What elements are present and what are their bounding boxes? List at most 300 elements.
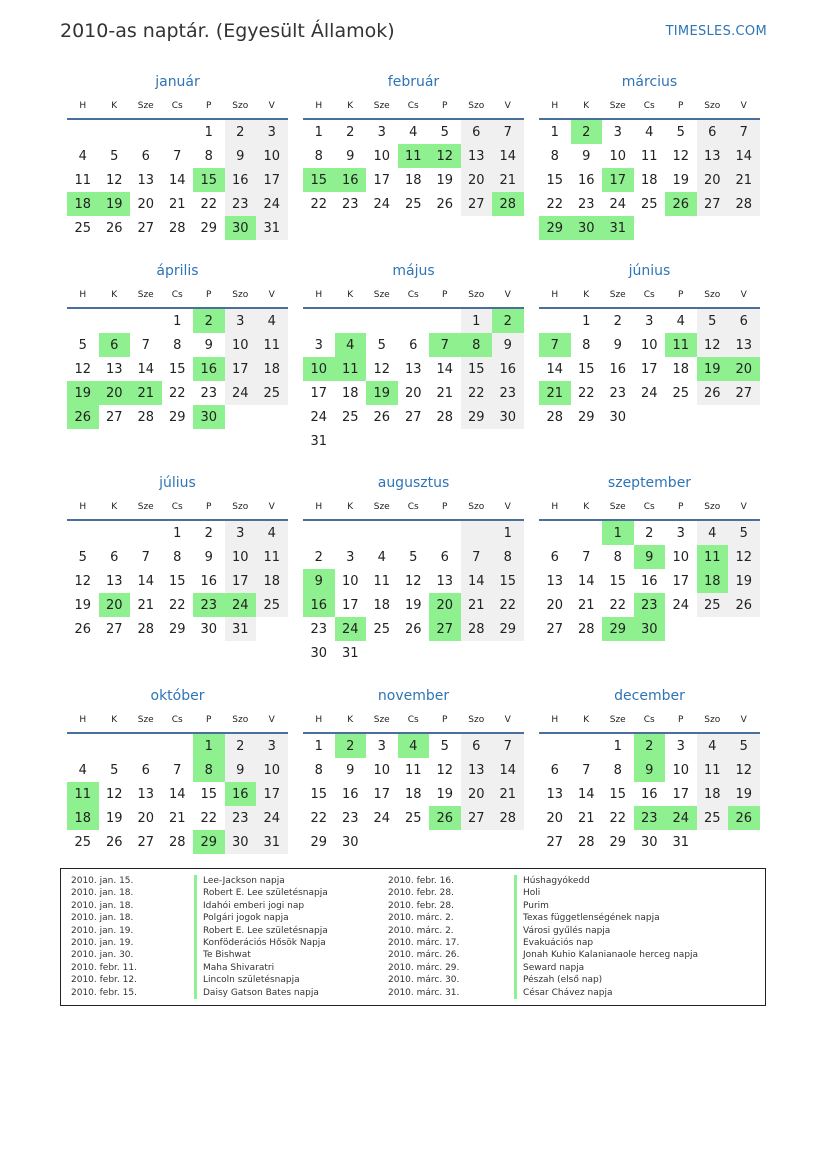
day-cell: 17	[640, 361, 658, 377]
weekday-label: P	[678, 502, 684, 512]
day-cell: 24	[310, 409, 328, 425]
day-cell: 18	[697, 782, 729, 806]
day-grid	[303, 309, 524, 453]
day-cell: 19	[728, 782, 760, 806]
day-cell: 15	[461, 357, 493, 381]
empty-cell	[162, 734, 194, 758]
empty-cell	[99, 120, 131, 144]
weekday-label: Sze	[609, 502, 626, 512]
day-cell: 4	[256, 521, 288, 545]
day-grid	[303, 521, 524, 665]
day-cell: 4	[697, 734, 729, 758]
month-11	[539, 686, 760, 854]
day-cell: 25	[404, 196, 422, 212]
day-cell: 19	[99, 192, 131, 216]
day-cell: 20	[697, 168, 729, 192]
day-cell: 26	[404, 621, 422, 637]
weekday-label: Szo	[704, 715, 721, 725]
day-cell: 17	[310, 385, 328, 401]
day-cell: 7	[728, 120, 760, 144]
day-cell: 9	[346, 148, 355, 164]
day-cell: 18	[67, 192, 99, 216]
day-cell: 20	[546, 810, 564, 826]
day-cell: 29	[539, 216, 571, 240]
day-cell: 20	[404, 385, 422, 401]
day-cell: 13	[461, 144, 493, 168]
holiday-name: Lincoln születésnapja	[194, 974, 328, 986]
weekday-label: Cs	[407, 290, 419, 300]
day-cell: 24	[256, 192, 288, 216]
holiday-name: Pészah (első nap)	[514, 974, 698, 986]
day-cell: 21	[461, 593, 493, 617]
day-cell: 24	[335, 617, 367, 641]
weekday-label: V	[504, 290, 511, 300]
day-cell: 23	[193, 593, 225, 617]
day-cell: 23	[225, 806, 257, 830]
holiday-date: 2010. jan. 18.	[71, 900, 134, 911]
weekday-header	[539, 495, 760, 521]
day-cell: 9	[346, 762, 355, 778]
day-cell: 4	[78, 148, 87, 164]
brand-link[interactable]: TIMESLES.COM	[665, 24, 767, 39]
day-cell: 6	[697, 120, 729, 144]
day-cell: 29	[492, 617, 524, 641]
day-cell: 9	[303, 569, 335, 593]
day-cell: 18	[697, 569, 729, 593]
month-0	[67, 72, 288, 240]
day-cell: 22	[200, 810, 218, 826]
holiday-date: 2010. febr. 12.	[71, 975, 137, 986]
holiday-names-col-2	[514, 875, 698, 999]
day-cell: 16	[640, 786, 658, 802]
day-cell: 23	[609, 385, 627, 401]
day-cell: 30	[193, 405, 225, 429]
day-cell: 29	[310, 834, 328, 850]
day-cell: 25	[697, 806, 729, 830]
empty-cell	[130, 120, 162, 144]
weekday-header	[303, 94, 524, 120]
day-cell: 6	[440, 549, 449, 565]
day-cell: 14	[168, 786, 186, 802]
day-cell: 11	[335, 357, 367, 381]
day-cell: 17	[225, 357, 257, 381]
day-cell: 6	[461, 120, 493, 144]
day-cell: 2	[204, 525, 213, 541]
day-cell: 14	[137, 361, 155, 377]
day-cell: 7	[582, 762, 591, 778]
day-cell: 14	[728, 144, 760, 168]
day-cell: 22	[310, 810, 328, 826]
holiday-name: Városi gyűlés napja	[514, 925, 698, 937]
month-2	[539, 72, 760, 240]
day-cell: 4	[256, 309, 288, 333]
day-cell: 1	[613, 738, 622, 754]
day-cell: 17	[256, 782, 288, 806]
month-name: november	[377, 688, 450, 704]
day-cell: 25	[74, 220, 92, 236]
day-cell: 13	[404, 361, 422, 377]
holiday-date: 2010. febr. 15.	[71, 987, 137, 998]
day-cell: 23	[634, 593, 666, 617]
day-cell: 11	[697, 545, 729, 569]
day-cell: 12	[373, 361, 391, 377]
holiday-name: Konföderációs Hősök Napja	[194, 937, 328, 949]
day-cell: 15	[492, 569, 524, 593]
day-cell: 13	[697, 144, 729, 168]
day-cell: 6	[550, 549, 559, 565]
day-cell: 21	[539, 381, 571, 405]
weekday-label: Szo	[468, 101, 485, 111]
day-cell: 13	[436, 573, 454, 589]
day-cell: 3	[676, 525, 685, 541]
day-cell: 6	[99, 333, 131, 357]
day-cell: 25	[256, 593, 288, 617]
holiday-name: Robert E. Lee születésnapja	[194, 887, 328, 899]
day-cell: 18	[256, 569, 288, 593]
holiday-date: 2010. febr. 28.	[388, 888, 454, 899]
weekday-label: V	[504, 502, 511, 512]
holiday-name: Idahói emberi jogi nap	[194, 900, 328, 912]
month-1	[303, 72, 524, 216]
day-cell: 4	[377, 549, 386, 565]
day-cell: 21	[436, 385, 454, 401]
day-cell: 30	[310, 645, 328, 661]
weekday-label: Szo	[232, 502, 249, 512]
day-cell: 26	[436, 196, 454, 212]
day-cell: 20	[546, 597, 564, 613]
weekday-label: V	[740, 502, 747, 512]
month-9	[67, 686, 288, 854]
day-cell: 5	[377, 337, 386, 353]
day-cell: 9	[582, 148, 591, 164]
weekday-label: V	[268, 715, 275, 725]
day-cell: 22	[577, 385, 595, 401]
day-cell: 29	[200, 220, 218, 236]
day-cell: 31	[341, 645, 359, 661]
weekday-label: Cs	[643, 101, 655, 111]
weekday-label: K	[111, 715, 118, 725]
day-cell: 13	[728, 333, 760, 357]
weekday-header	[303, 708, 524, 734]
day-cell: 15	[168, 573, 186, 589]
empty-cell	[366, 521, 398, 545]
weekday-label: Cs	[171, 290, 183, 300]
page-title: 2010-as naptár. (Egyesült Államok)	[60, 20, 395, 42]
day-cell: 27	[105, 409, 123, 425]
weekday-label: Cs	[407, 101, 419, 111]
day-cell: 20	[728, 357, 760, 381]
day-cell: 10	[256, 758, 288, 782]
holiday-dates-col-2	[388, 875, 459, 999]
holiday-name: Holi	[514, 887, 698, 899]
day-cell: 26	[67, 405, 99, 429]
day-cell: 19	[728, 569, 760, 593]
day-cell: 15	[609, 786, 627, 802]
day-cell: 17	[373, 786, 391, 802]
weekday-label: V	[740, 101, 747, 111]
empty-cell	[130, 521, 162, 545]
day-cell: 16	[200, 573, 218, 589]
holiday-name: Seward napja	[514, 962, 698, 974]
day-cell: 9	[225, 758, 257, 782]
day-cell: 2	[645, 525, 654, 541]
day-cell: 26	[728, 593, 760, 617]
holiday-date: 2010. febr. 11.	[71, 962, 137, 973]
holiday-date: 2010. jan. 19.	[71, 937, 134, 948]
day-cell: 9	[225, 144, 257, 168]
day-cell: 9	[634, 545, 666, 569]
weekday-label: K	[347, 715, 354, 725]
day-grid	[303, 734, 524, 854]
weekday-label: V	[504, 101, 511, 111]
day-cell: 25	[672, 385, 690, 401]
month-name: augusztus	[377, 475, 450, 491]
empty-cell	[571, 734, 603, 758]
day-cell: 17	[256, 168, 288, 192]
day-cell: 28	[577, 621, 595, 637]
empty-cell	[67, 120, 99, 144]
day-cell: 12	[74, 361, 92, 377]
day-cell: 14	[168, 172, 186, 188]
day-cell: 23	[310, 621, 328, 637]
empty-cell	[539, 734, 571, 758]
day-cell: 3	[377, 738, 386, 754]
day-cell: 7	[539, 333, 571, 357]
day-cell: 10	[373, 148, 391, 164]
day-cell: 10	[256, 144, 288, 168]
day-cell: 11	[256, 545, 288, 569]
day-cell: 24	[225, 593, 257, 617]
empty-cell	[162, 120, 194, 144]
day-cell: 16	[335, 168, 367, 192]
weekday-label: Sze	[373, 502, 390, 512]
day-cell: 20	[99, 381, 131, 405]
day-cell: 3	[613, 124, 622, 140]
weekday-label: Szo	[704, 290, 721, 300]
day-cell: 6	[141, 148, 150, 164]
day-cell: 18	[672, 361, 690, 377]
holiday-names-col-1	[194, 875, 328, 999]
holiday-name: Húshagyókedd	[514, 875, 698, 887]
weekday-header	[67, 94, 288, 120]
weekday-header	[67, 495, 288, 521]
day-grid	[67, 309, 288, 429]
empty-cell	[67, 734, 99, 758]
day-cell: 5	[110, 762, 119, 778]
month-name: január	[155, 74, 200, 90]
day-cell: 7	[492, 734, 524, 758]
day-cell: 10	[672, 549, 690, 565]
day-cell: 4	[676, 313, 685, 329]
day-grid	[539, 309, 760, 429]
day-cell: 30	[640, 834, 658, 850]
holiday-name: Polgári jogok napja	[194, 912, 328, 924]
day-cell: 30	[609, 409, 627, 425]
day-cell: 10	[303, 357, 335, 381]
day-cell: 1	[550, 124, 559, 140]
day-cell: 16	[193, 357, 225, 381]
day-grid	[539, 734, 760, 854]
day-cell: 2	[346, 124, 355, 140]
empty-cell	[429, 309, 461, 333]
day-cell: 5	[440, 738, 449, 754]
holiday-date: 2010. márc. 29.	[388, 962, 460, 973]
day-cell: 19	[697, 357, 729, 381]
month-name: február	[387, 74, 440, 90]
month-name: október	[150, 688, 205, 704]
day-cell: 19	[105, 810, 123, 826]
day-cell: 4	[697, 521, 729, 545]
day-cell: 10	[225, 545, 257, 569]
day-cell: 12	[429, 144, 461, 168]
holiday-name: César Chávez napja	[514, 987, 698, 999]
day-cell: 19	[436, 172, 454, 188]
day-cell: 12	[672, 148, 690, 164]
weekday-label: Szo	[232, 715, 249, 725]
day-cell: 12	[436, 762, 454, 778]
day-cell: 28	[137, 409, 155, 425]
day-cell: 13	[546, 786, 564, 802]
weekday-label: K	[347, 502, 354, 512]
day-cell: 12	[697, 333, 729, 357]
holiday-date: 2010. márc. 26.	[388, 950, 460, 961]
day-cell: 26	[728, 806, 760, 830]
day-cell: 22	[492, 593, 524, 617]
day-cell: 3	[314, 337, 323, 353]
day-cell: 24	[609, 196, 627, 212]
weekday-label: V	[504, 715, 511, 725]
day-cell: 28	[728, 192, 760, 216]
day-cell: 24	[373, 810, 391, 826]
weekday-label: H	[315, 715, 323, 725]
day-cell: 31	[602, 216, 634, 240]
day-cell: 14	[436, 361, 454, 377]
weekday-label: P	[206, 101, 212, 111]
day-cell: 28	[492, 192, 524, 216]
day-cell: 8	[550, 148, 559, 164]
day-cell: 1	[602, 521, 634, 545]
holiday-name: Purim	[514, 900, 698, 912]
day-cell: 3	[256, 120, 288, 144]
weekday-label: Cs	[171, 101, 183, 111]
day-cell: 5	[728, 734, 760, 758]
day-cell: 24	[373, 196, 391, 212]
day-cell: 23	[225, 192, 257, 216]
day-cell: 5	[409, 549, 418, 565]
day-cell: 28	[436, 409, 454, 425]
holiday-date: 2010. febr. 28.	[388, 900, 454, 911]
day-cell: 10	[640, 337, 658, 353]
day-cell: 25	[256, 381, 288, 405]
weekday-label: P	[206, 502, 212, 512]
day-cell: 12	[728, 758, 760, 782]
month-5	[539, 261, 760, 429]
holiday-date: 2010. jan. 30.	[71, 950, 134, 961]
day-cell: 2	[335, 734, 367, 758]
day-grid	[303, 120, 524, 216]
month-name: december	[614, 688, 685, 704]
holiday-date: 2010. febr. 16.	[388, 876, 454, 886]
day-cell: 9	[204, 337, 213, 353]
day-cell: 2	[225, 734, 257, 758]
holiday-date: 2010. márc. 30.	[388, 975, 460, 986]
day-cell: 7	[141, 549, 150, 565]
day-cell: 10	[672, 762, 690, 778]
day-cell: 22	[546, 196, 564, 212]
day-cell: 2	[492, 309, 524, 333]
empty-cell	[99, 521, 131, 545]
empty-cell	[99, 309, 131, 333]
day-cell: 18	[404, 172, 422, 188]
holiday-date: 2010. jan. 18.	[71, 913, 134, 924]
weekday-label: Cs	[643, 502, 655, 512]
day-cell: 31	[225, 617, 257, 641]
day-cell: 1	[314, 738, 323, 754]
day-cell: 22	[200, 196, 218, 212]
day-cell: 22	[609, 597, 627, 613]
day-cell: 1	[492, 521, 524, 545]
month-name: március	[621, 74, 678, 90]
weekday-label: V	[268, 101, 275, 111]
day-cell: 30	[225, 216, 257, 240]
day-cell: 9	[492, 333, 524, 357]
day-cell: 5	[110, 148, 119, 164]
day-grid	[67, 521, 288, 641]
weekday-label: Szo	[232, 101, 249, 111]
day-cell: 29	[168, 621, 186, 637]
day-cell: 7	[429, 333, 461, 357]
month-name: június	[628, 263, 671, 279]
empty-cell	[303, 309, 335, 333]
weekday-label: K	[583, 715, 590, 725]
day-cell: 22	[609, 810, 627, 826]
day-cell: 18	[640, 172, 658, 188]
day-cell: 17	[341, 597, 359, 613]
holiday-date: 2010. jan. 19.	[71, 925, 134, 936]
weekday-label: K	[111, 290, 118, 300]
weekday-label: H	[79, 502, 87, 512]
weekday-label: Cs	[407, 502, 419, 512]
day-cell: 8	[314, 762, 323, 778]
month-name: szeptember	[607, 475, 692, 491]
weekday-label: K	[583, 101, 590, 111]
weekday-label: Cs	[643, 290, 655, 300]
weekday-label: Sze	[609, 101, 626, 111]
day-cell: 15	[577, 361, 595, 377]
day-cell: 30	[225, 830, 257, 854]
day-cell: 3	[225, 309, 257, 333]
day-cell: 14	[461, 569, 493, 593]
weekday-label: K	[583, 290, 590, 300]
day-cell: 8	[613, 549, 622, 565]
day-cell: 8	[492, 545, 524, 569]
day-cell: 3	[346, 549, 355, 565]
empty-cell	[67, 309, 99, 333]
day-cell: 8	[204, 148, 213, 164]
weekday-label: K	[347, 101, 354, 111]
day-cell: 22	[168, 385, 186, 401]
day-cell: 21	[492, 168, 524, 192]
day-cell: 25	[341, 409, 359, 425]
weekday-label: Sze	[137, 290, 154, 300]
day-cell: 11	[697, 758, 729, 782]
day-cell: 12	[728, 545, 760, 569]
day-cell: 28	[137, 621, 155, 637]
day-cell: 29	[577, 409, 595, 425]
day-cell: 5	[440, 124, 449, 140]
day-cell: 24	[672, 597, 690, 613]
day-cell: 2	[225, 120, 257, 144]
